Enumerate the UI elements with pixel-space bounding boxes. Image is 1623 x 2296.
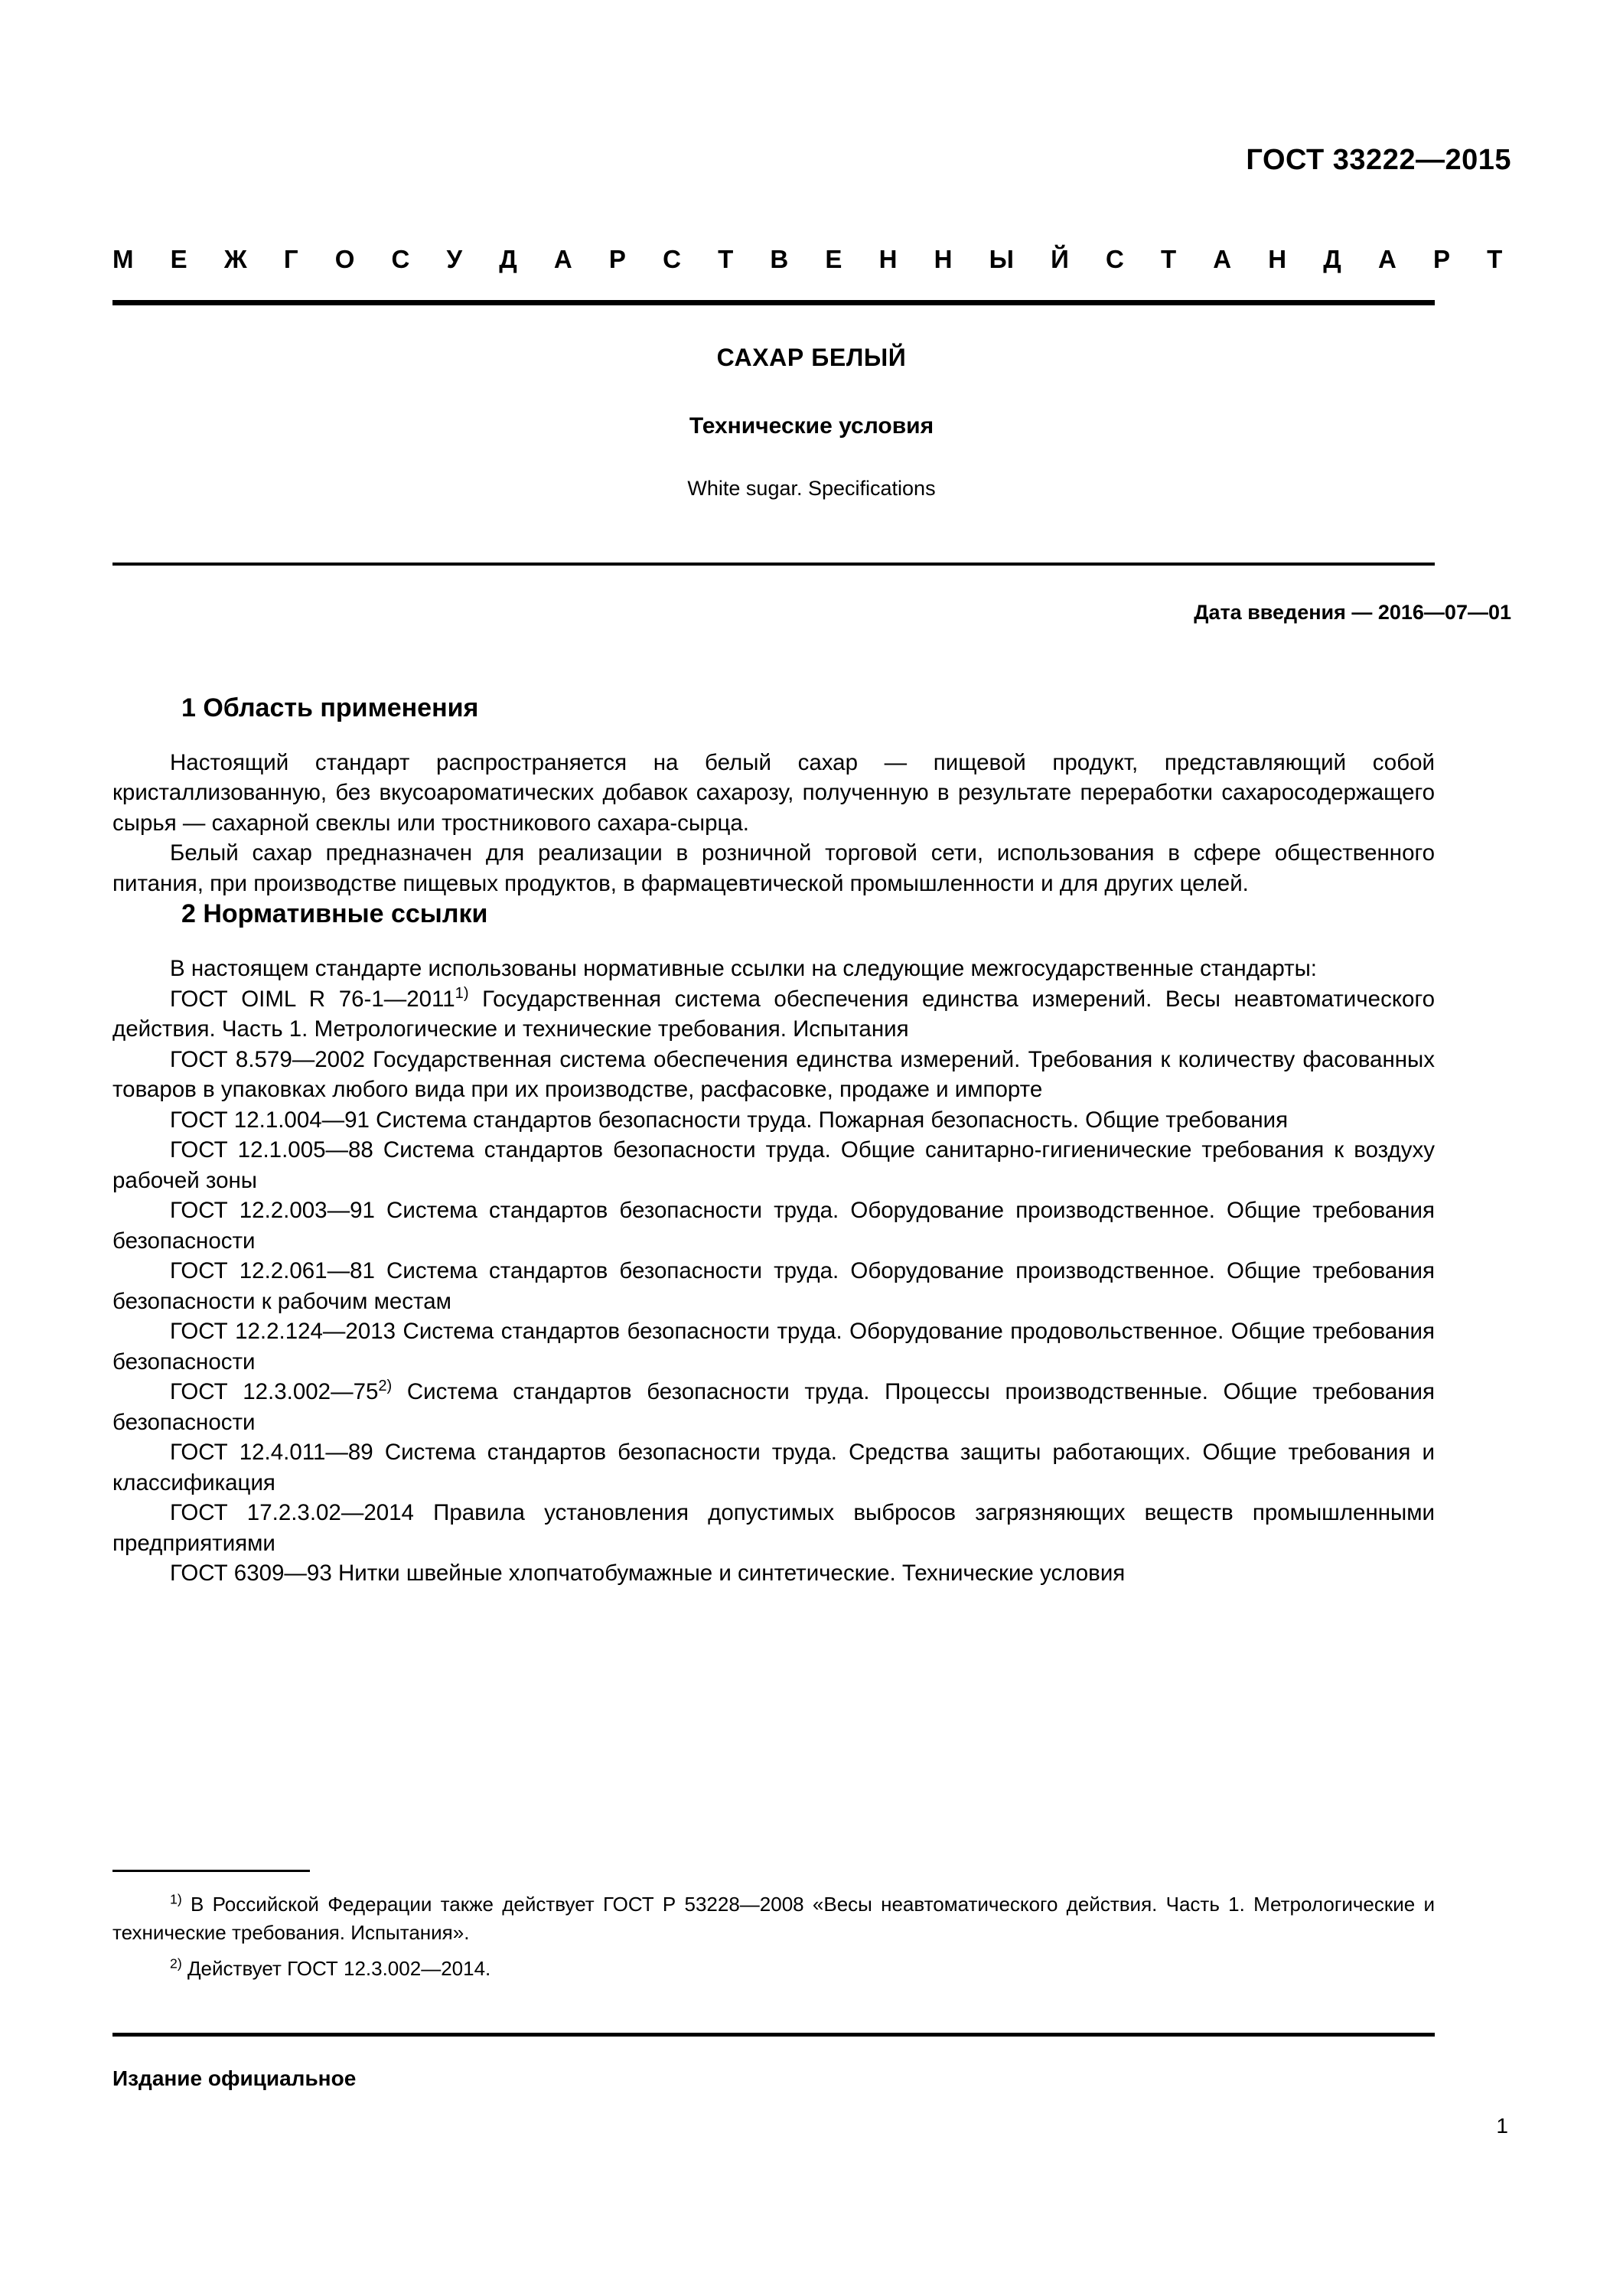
reference-code: ГОСТ 8.579—2002: [170, 1046, 365, 1072]
reference-code: ГОСТ 17.2.3.02—2014: [170, 1500, 414, 1526]
footer-rule: [112, 2033, 1435, 2037]
reference-text: Система стандартов безопасности труда. Оборудование продовольственное. Общие требования безопасности: [112, 1319, 1435, 1375]
page-title: САХАР БЕЛЫЙ: [716, 344, 907, 371]
footnote-item: [112, 1890, 1435, 1947]
reference-code: ГОСТ 12.3.002—75: [170, 1379, 379, 1405]
reference-item: [112, 1105, 1435, 1136]
reference-text: Система стандартов безопасности труда. Общие санитарно-гигиенические требования к воздуху рабочей зоны: [112, 1137, 1436, 1193]
reference-item: [112, 1316, 1435, 1377]
references-intro: В настоящем стандарте использованы нормативные ссылки на следующие межгосударственные стандарты:: [170, 956, 1317, 982]
standard-type-line: М Е Ж Г О С У Д А Р С Т В Е Н Н Ы Й С Т А Н Д А Р Т: [112, 245, 1517, 273]
reference-text: Правила установления допустимых выбросов загрязняющих веществ промышленными предприятиями: [112, 1500, 1435, 1556]
page-number: 1: [1496, 2114, 1508, 2138]
normative-reference-list: [112, 984, 1435, 1589]
reference-text: Государственная система обеспечения единства измерений. Требования к количеству фасованных товаров в упаковках любого вида при их производстве, расфасовке, продаже и импорте: [112, 1046, 1435, 1103]
footnote-marker: 2): [378, 1378, 393, 1395]
page-subtitle: Технические условия: [689, 413, 934, 439]
footnote-marker: 1): [455, 984, 469, 1002]
footnote-text: Действует ГОСТ 12.3.002—2014.: [181, 1957, 491, 1980]
reference-item: [112, 1558, 1435, 1589]
section-heading-references: 2 Нормативные ссылки: [181, 899, 488, 929]
reference-code: ГОСТ 12.4.011—89: [170, 1440, 373, 1466]
reference-text: Система стандартов безопасности труда. Средства защиты работающих. Общие требования и классификация: [112, 1440, 1435, 1495]
reference-text: Государственная система обеспечения единства измерений. Весы неавтоматического действия. Часть 1. Метрологические и технические требования. Испытания: [112, 986, 1435, 1042]
gost-number: ГОСТ 33222—2015: [1246, 144, 1511, 176]
footnote-separator-rule: [112, 1870, 310, 1872]
header-rule-thick: [112, 300, 1435, 305]
reference-code: ГОСТ 12.2.124—2013: [170, 1319, 396, 1345]
introduction-date: Дата введения — 2016—07—01: [1194, 601, 1511, 624]
footnote-marker: 2): [170, 1955, 182, 1971]
reference-text: Система стандартов безопасности труда. Пожарная безопасность. Общие требования: [369, 1107, 1289, 1133]
reference-item: [112, 1437, 1435, 1498]
document-body: [112, 693, 1435, 1589]
reference-text: Нитки швейные хлопчатобумажные и синтетические. Технические условия: [331, 1561, 1126, 1587]
reference-code: ГОСТ 12.2.061—81: [170, 1258, 375, 1284]
reference-code: ГОСТ OIML R 76-1—2011: [170, 986, 455, 1012]
reference-text: Система стандартов безопасности труда. Оборудование производственное. Общие требования безопасности к рабочим местам: [112, 1258, 1435, 1314]
reference-code: ГОСТ 12.2.003—91: [170, 1198, 375, 1224]
scope-paragraph-1: Настоящий стандарт распространяется на белый сахар — пищевой продукт, представляющий собой кристаллизованную, без вкусоароматических добавок сахарозу, полученную в результате переработки сахаросодержащего сырья — сахарной свеклы или тростникового сахара-сырца.: [112, 749, 1435, 836]
reference-item: [112, 1135, 1435, 1195]
reference-item: [112, 984, 1435, 1045]
reference-item: [112, 1498, 1435, 1558]
reference-code: ГОСТ 6309—93: [170, 1561, 332, 1587]
reference-item: [112, 1377, 1435, 1437]
reference-code: ГОСТ 12.1.004—91: [170, 1107, 370, 1133]
footnote-item: [112, 1955, 1435, 1983]
scope-paragraph-2: Белый сахар предназначен для реализации в розничной торговой сети, использования в сфере общественного питания, при производстве пищевых продуктов, в фармацевтической промышленности и для других целей.: [112, 840, 1435, 896]
reference-code: ГОСТ 12.1.005—88: [170, 1137, 373, 1163]
reference-item: [112, 1195, 1435, 1256]
section-heading-scope: 1 Область применения: [181, 693, 479, 722]
footnote-text: В Российской Федерации также действует ГОСТ Р 53228—2008 «Весы неавтоматического действия. Часть 1. Метрологические и технические требования. Испытания».: [112, 1893, 1435, 1944]
footnote-marker: 1): [170, 1891, 182, 1907]
reference-text: Система стандартов безопасности труда. Оборудование производственное. Общие требования безопасности: [112, 1198, 1435, 1254]
footnote-list: [112, 1890, 1435, 1983]
reference-text: Система стандартов безопасности труда. Процессы производственные. Общие требования безопасности: [112, 1379, 1435, 1435]
title-rule-thin: [112, 563, 1435, 566]
reference-item: [112, 1256, 1435, 1316]
page-title-english: White sugar. Specifications: [687, 477, 936, 500]
official-edition-note: Издание официальное: [112, 2066, 357, 2090]
reference-item: [112, 1045, 1435, 1105]
